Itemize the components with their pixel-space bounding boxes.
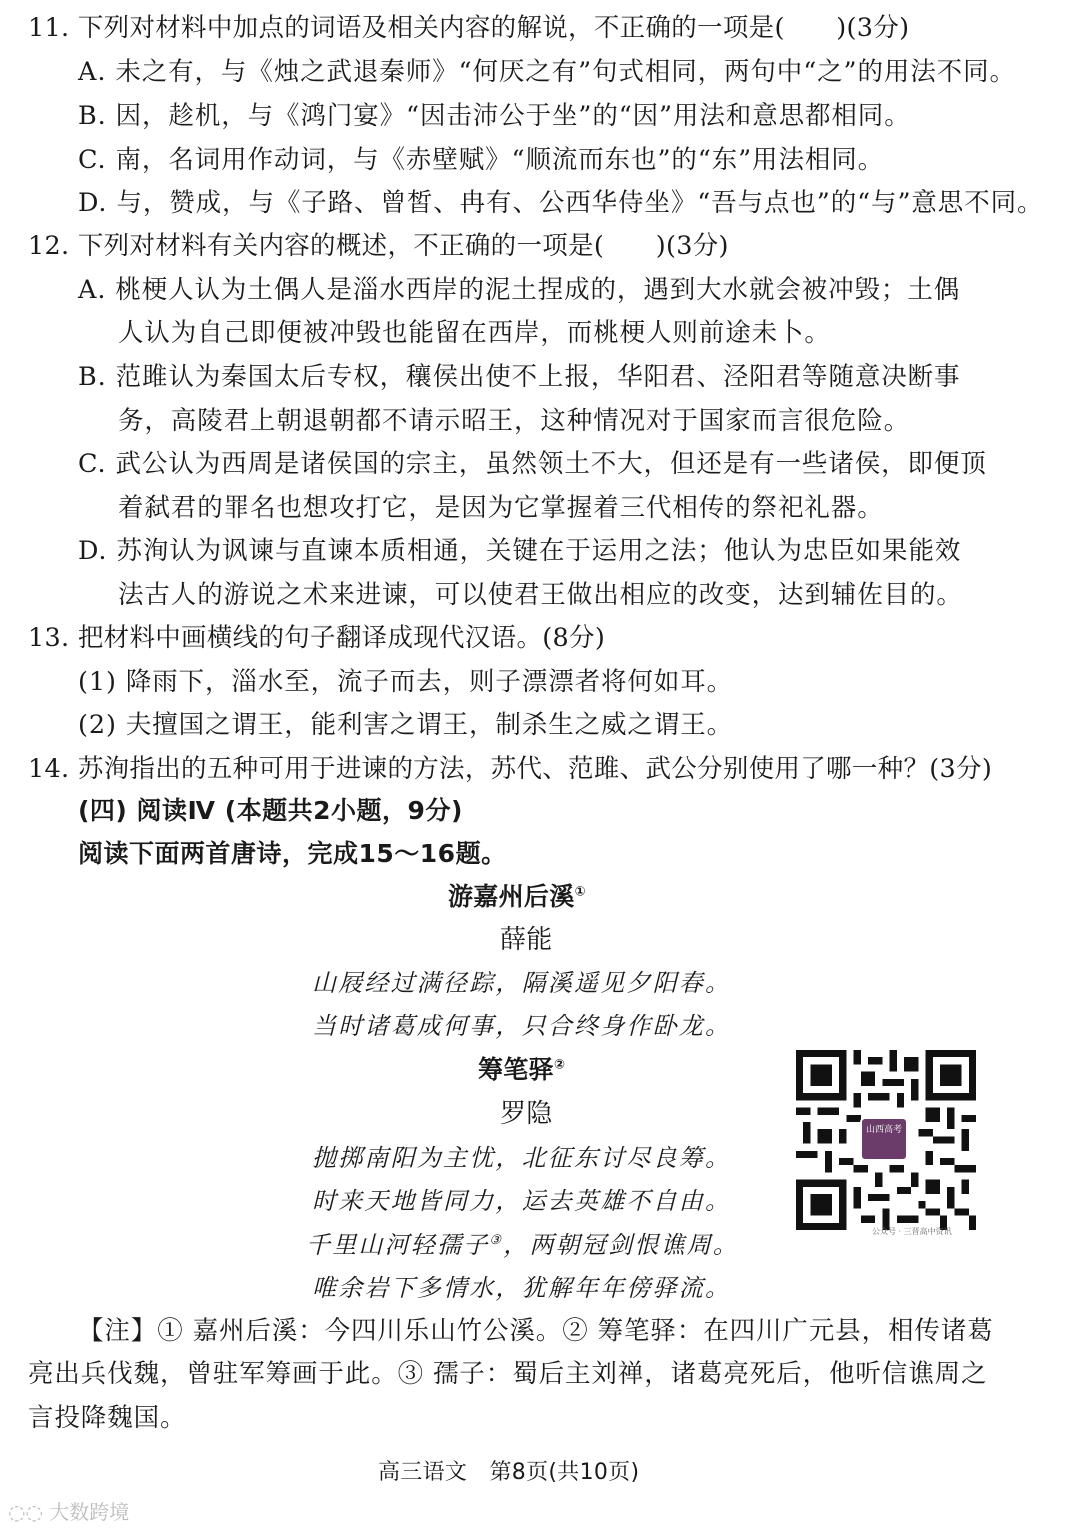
poem2-title-text: 筹笔驿 bbox=[478, 1055, 554, 1084]
poem1-title-text: 游嘉州后溪 bbox=[448, 882, 575, 911]
poem2-note-mark: ② bbox=[553, 1057, 566, 1073]
q12-option-a-line2: 人认为自己即便被冲毁也能留在西岸，而桃梗人则前途未卜。 bbox=[118, 318, 831, 348]
q14-stem: 14. 苏洵指出的五种可用于进谏的方法，苏代、范雎、武公分别使用了哪一种？(3分) bbox=[28, 754, 993, 784]
section-instruction: 阅读下面两首唐诗，完成15～16题。 bbox=[78, 839, 507, 868]
q11-option-c: C. 南，名词用作动词，与《赤壁赋》“顺流而东也”的“东”用法相同。 bbox=[78, 145, 885, 175]
q12-option-c-line1: C. 武公认为西周是诸侯国的宗主，虽然领土不大，但还是有一些诸侯，即便顶 bbox=[78, 449, 987, 479]
q13-sentence-2: (2) 夫擅国之谓王，能利害之谓王，制杀生之威之谓王。 bbox=[78, 710, 734, 740]
q11-stem: 11. 下列对材料中加点的词语及相关内容的解说，不正确的一项是( )(3分) bbox=[28, 13, 910, 43]
poem1-author: 薛能 bbox=[500, 925, 553, 955]
poem2-line-3 bbox=[306, 1225, 739, 1265]
poem2-inline-note-mark: ③ bbox=[489, 1233, 504, 1248]
q12-option-d-line2: 法古人的游说之术来进谏，可以使君王做出相应的改变，达到辅佐目的。 bbox=[118, 580, 963, 610]
q13-stem: 13. 把材料中画横线的句子翻译成现代汉语。(8分) bbox=[28, 623, 606, 653]
q13-sentence-1: (1) 降雨下，淄水至，流子而去，则子漂漂者将何如耳。 bbox=[78, 667, 734, 697]
poem2-line-1: 抛掷南阳为主忧，北征东讨尽良筹。 bbox=[312, 1144, 732, 1172]
qr-caption: 公众号 · 三晋高中资讯 bbox=[872, 1227, 952, 1236]
poem2-author: 罗隐 bbox=[500, 1099, 553, 1129]
poem1-title bbox=[448, 877, 586, 917]
notes-line-3: 言投降魏国。 bbox=[28, 1403, 187, 1433]
watermark bbox=[8, 1496, 129, 1525]
poem2-line-2: 时来天地皆同力，运去英雄不自由。 bbox=[312, 1187, 732, 1215]
poem1-line-2: 当时诸葛成何事，只合终身作卧龙。 bbox=[312, 1012, 732, 1040]
notes-line-1: 【注】① 嘉州后溪：今四川乐山竹公溪。② 筹笔驿：在四川广元县，相传诸葛 bbox=[78, 1316, 994, 1346]
q11-option-a: A. 未之有，与《烛之武退秦师》“何厌之有”句式相同，两句中“之”的用法不同。 bbox=[78, 57, 1016, 87]
q12-option-c-line2: 着弑君的罪名也想攻打它，是因为它掌握着三代相传的祭祀礼器。 bbox=[118, 493, 884, 523]
poem1-line-1: 山屐经过满径踪，隔溪遥见夕阳春。 bbox=[312, 969, 732, 997]
poem2-line-4: 唯余岩下多情水，犹解年年傍驿流。 bbox=[312, 1274, 732, 1302]
notes-line-2: 亮出兵伐魏，曾驻军筹画于此。③ 孺子：蜀后主刘禅，诸葛亮死后，他听信谯周之 bbox=[28, 1359, 988, 1389]
section-heading: (四) 阅读Ⅳ (本题共2小题，9分) bbox=[78, 796, 463, 825]
page-footer: 高三语文 第8页(共10页) bbox=[378, 1460, 640, 1485]
poem2-line-3-part1: 千里山河轻孺子 bbox=[306, 1231, 490, 1259]
qr-badge: 山西高考 bbox=[860, 1117, 908, 1161]
poem2-line-3-part2: ，两朝冠剑恨谯周。 bbox=[503, 1231, 740, 1259]
q11-option-b: B. 因，趁机，与《鸿门宴》“因击沛公于坐”的“因”用法和意思都相同。 bbox=[78, 101, 911, 131]
watermark-logo-icon: ◌◌ bbox=[8, 1500, 50, 1524]
poem2-title bbox=[478, 1050, 565, 1090]
q12-option-a-line1: A. 桃梗人认为土偶人是淄水西岸的泥土捏成的，遇到大水就会被冲毁；土偶 bbox=[78, 275, 961, 305]
poem1-note-mark: ① bbox=[574, 884, 586, 900]
q12-option-b-line1: B. 范雎认为秦国太后专权，穰侯出使不上报，华阳君、泾阳君等随意决断事 bbox=[78, 362, 961, 392]
q11-option-d: D. 与，赞成，与《子路、曾皙、冉有、公西华侍坐》“吾与点也”的“与”意思不同。 bbox=[78, 188, 1044, 218]
watermark-text: 大数跨境 bbox=[49, 1500, 130, 1524]
q12-stem: 12. 下列对材料有关内容的概述，不正确的一项是( )(3分) bbox=[28, 231, 729, 261]
q12-option-b-line2: 务，高陵君上朝退朝都不请示昭王，这种情况对于国家而言很危险。 bbox=[118, 406, 911, 436]
q12-option-d-line1: D. 苏洵认为讽谏与直谏本质相通，关键在于运用之法；他认为忠臣如果能效 bbox=[78, 536, 962, 566]
